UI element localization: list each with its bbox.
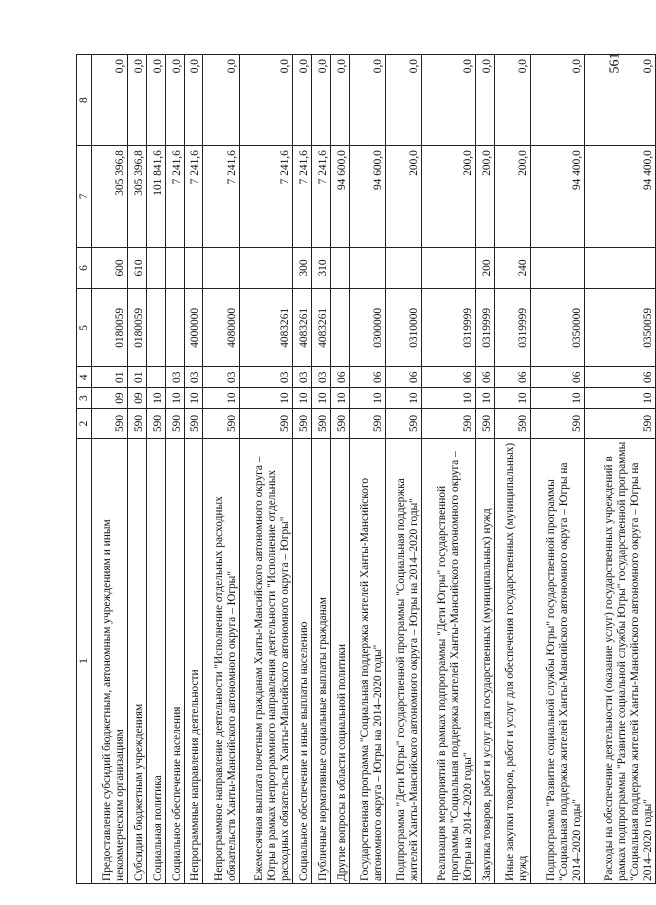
row-amount-cell: 94 400,0 — [584, 146, 655, 248]
row-name-cell: Публичные нормативные социальные выплаты гражданам — [312, 438, 331, 883]
header-cell: 6 — [77, 247, 92, 289]
row-target-cell: 0319999 — [494, 289, 530, 367]
row-amount-cell: 305 396,8 — [128, 146, 147, 248]
row-section-cell: 10 — [330, 388, 349, 409]
row-type-cell: 600 — [92, 247, 128, 289]
row-target-cell: 4083261 — [239, 289, 293, 367]
row-subsection-cell: 06 — [475, 367, 494, 388]
row-section-cell: 10 — [494, 388, 530, 409]
table-row — [349, 55, 385, 884]
table-row — [422, 55, 476, 884]
table-row — [531, 55, 585, 884]
row-type-cell: 200 — [475, 247, 494, 289]
row-name-cell: Расходы на обеспечение деятельности (оказание услуг) государственных учреждений в рамках подпрограммы "Развитие социальной службы Югры" государственной программы "Социальная поддержка жителей Ханты-Мансийского автономного округа – Югры на 2014–2020 годы" — [584, 438, 655, 883]
row-type-cell — [239, 247, 293, 289]
row-section-cell: 10 — [386, 388, 422, 409]
row-subsection-cell: 03 — [165, 367, 184, 388]
row-subsection-cell: 06 — [531, 367, 585, 388]
row-type-cell: 240 — [494, 247, 530, 289]
row-section-cell: 10 — [239, 388, 293, 409]
header-cell: 1 — [77, 438, 92, 883]
row-subsection-cell: 06 — [386, 367, 422, 388]
row-code-cell: 590 — [92, 409, 128, 439]
row-change-cell: 0,0 — [128, 55, 147, 146]
header-row — [77, 55, 92, 884]
row-type-cell — [584, 247, 655, 289]
row-target-cell: 0300000 — [349, 289, 385, 367]
row-target-cell — [330, 289, 349, 367]
row-change-cell: 0,0 — [184, 55, 203, 146]
row-subsection-cell: 06 — [494, 367, 530, 388]
row-amount-cell: 7 241,6 — [184, 146, 203, 248]
row-amount-cell: 94 600,0 — [349, 146, 385, 248]
row-section-cell: 10 — [349, 388, 385, 409]
row-section-cell: 10 — [165, 388, 184, 409]
row-code-cell: 590 — [147, 409, 166, 439]
row-change-cell: 0,0 — [349, 55, 385, 146]
row-change-cell: 0,0 — [531, 55, 585, 146]
row-subsection-cell: 06 — [584, 367, 655, 388]
row-section-cell: 10 — [584, 388, 655, 409]
row-code-cell: 590 — [531, 409, 585, 439]
row-change-cell: 0,0 — [386, 55, 422, 146]
row-code-cell: 590 — [184, 409, 203, 439]
row-type-cell — [531, 247, 585, 289]
table-row — [494, 55, 530, 884]
row-code-cell: 590 — [165, 409, 184, 439]
row-type-cell: 610 — [128, 247, 147, 289]
row-type-cell — [165, 247, 184, 289]
row-target-cell — [147, 289, 166, 367]
table-body — [92, 52, 656, 884]
row-subsection-cell: 03 — [203, 367, 239, 388]
row-target-cell: 0319999 — [475, 289, 494, 367]
row-subsection-cell: 03 — [312, 367, 331, 388]
row-name-cell: Иные закупки товаров, работ и услуг для обеспечения государственных (муниципальных) нужд — [494, 438, 530, 883]
row-code-cell: 590 — [239, 409, 293, 439]
row-target-cell: 0180059 — [128, 289, 147, 367]
row-type-cell — [184, 247, 203, 289]
row-change-cell: 0,0 — [475, 55, 494, 146]
row-change-cell: 0,0 — [584, 55, 655, 146]
row-target-cell: 4083261 — [312, 289, 331, 367]
row-name-cell: Другие вопросы в области социальной политики — [330, 438, 349, 883]
table-row — [330, 55, 349, 884]
row-target-cell: 0350059 — [584, 289, 655, 367]
table-row — [312, 55, 331, 884]
row-amount-cell: 94 400,0 — [531, 146, 585, 248]
row-change-cell: 0,0 — [312, 55, 331, 146]
row-subsection-cell: 03 — [293, 367, 312, 388]
row-target-cell: 0350000 — [531, 289, 585, 367]
row-name-cell: Непрограммное направление деятельности "Исполнение отдельных расходных обязательств Ханты-Мансийского автономного округа – Югры" — [203, 438, 239, 883]
row-subsection-cell: 01 — [92, 367, 128, 388]
row-amount-cell: 101 841,6 — [147, 146, 166, 248]
row-section-cell: 09 — [92, 388, 128, 409]
row-name-cell: Социальное обеспечение и иные выплаты населению — [293, 438, 312, 883]
row-type-cell: 300 — [293, 247, 312, 289]
row-change-cell: 0,0 — [422, 55, 476, 146]
table-row — [128, 55, 147, 884]
row-name-cell: Подпрограмма "Дети Югры" государственной программы "Социальная поддержка жителей Ханты-Мансийского автономного округа – Югры на 2014–2020 годы" — [386, 438, 422, 883]
row-section-cell: 09 — [128, 388, 147, 409]
header-cell: 8 — [77, 55, 92, 146]
row-amount-cell: 7 241,6 — [203, 146, 239, 248]
row-amount-cell: 7 241,6 — [293, 146, 312, 248]
header-cell: 3 — [77, 388, 92, 409]
row-name-cell: Субсидии бюджетным учреждениям — [128, 438, 147, 883]
row-code-cell: 590 — [203, 409, 239, 439]
row-subsection-cell: 01 — [128, 367, 147, 388]
row-subsection-cell: 06 — [349, 367, 385, 388]
row-amount-cell: 200,0 — [475, 146, 494, 248]
row-code-cell: 590 — [128, 409, 147, 439]
table-row — [165, 55, 184, 884]
row-section-cell: 10 — [147, 388, 166, 409]
row-name-cell: Закупка товаров, работ и услуг для государственных (муниципальных) нужд — [475, 438, 494, 883]
row-change-cell: 0,0 — [293, 55, 312, 146]
table-row — [386, 55, 422, 884]
row-target-cell: 4083261 — [293, 289, 312, 367]
row-name-cell: Реализация мероприятий в рамках подпрограммы "Дети Югры" государственной программы "Социальная поддержка жителей Ханты-Мансийского автономного округа – Югры на 2014–2020 годы" — [422, 438, 476, 883]
header-cell: 7 — [77, 146, 92, 248]
row-section-cell: 10 — [531, 388, 585, 409]
row-change-cell: 0,0 — [203, 55, 239, 146]
table-row — [92, 55, 128, 884]
row-change-cell: 0,0 — [239, 55, 293, 146]
row-subsection-cell: 03 — [184, 367, 203, 388]
row-code-cell: 590 — [494, 409, 530, 439]
row-type-cell — [422, 247, 476, 289]
row-name-cell: Подпрограмма "Развитие социальной службы Югры" государственной программы "Социальная поддержка жителей Ханты-Мансийского автономного округа – Югры на 2014–2020 годы" — [531, 438, 585, 883]
row-change-cell: 0,0 — [330, 55, 349, 146]
header-cell: 4 — [77, 367, 92, 388]
row-amount-cell: 7 241,6 — [312, 146, 331, 248]
row-amount-cell: 7 241,6 — [239, 146, 293, 248]
table-row — [584, 55, 655, 884]
row-subsection-cell: 03 — [239, 367, 293, 388]
row-amount-cell: 200,0 — [386, 146, 422, 248]
row-type-cell — [147, 247, 166, 289]
table-row — [203, 55, 239, 884]
row-amount-cell: 7 241,6 — [165, 146, 184, 248]
row-type-cell — [330, 247, 349, 289]
row-section-cell: 10 — [422, 388, 476, 409]
row-type-cell: 310 — [312, 247, 331, 289]
row-section-cell: 10 — [203, 388, 239, 409]
page-number: 561 — [607, 52, 623, 74]
header-cell: 5 — [77, 289, 92, 367]
row-target-cell: 4000000 — [184, 289, 203, 367]
row-subsection-cell: 06 — [330, 367, 349, 388]
row-target-cell: 0310000 — [386, 289, 422, 367]
row-change-cell: 0,0 — [147, 55, 166, 146]
budget-table — [76, 54, 656, 884]
row-subsection-cell: 06 — [422, 367, 476, 388]
row-code-cell: 590 — [349, 409, 385, 439]
row-code-cell: 590 — [475, 409, 494, 439]
row-type-cell — [203, 247, 239, 289]
row-change-cell: 0,0 — [494, 55, 530, 146]
row-target-cell: 0319999 — [422, 289, 476, 367]
row-subsection-cell — [147, 367, 166, 388]
row-code-cell: 590 — [584, 409, 655, 439]
row-code-cell: 590 — [422, 409, 476, 439]
row-section-cell: 10 — [312, 388, 331, 409]
row-name-cell: Непрограммные направления деятельности — [184, 438, 203, 883]
table-row — [475, 55, 494, 884]
row-section-cell: 10 — [475, 388, 494, 409]
row-name-cell: Социальная политика — [147, 438, 166, 883]
row-name-cell: Предоставление субсидий бюджетным, автономным учреждениям и иным некоммерческим организациям — [92, 438, 128, 883]
row-target-cell: 0180059 — [92, 289, 128, 367]
row-code-cell: 590 — [386, 409, 422, 439]
row-code-cell: 590 — [312, 409, 331, 439]
row-name-cell: Государственная программа "Социальная поддержка жителей Ханты-Мансийского автономного округа – Югры на 2014–2020 годы" — [349, 438, 385, 883]
row-amount-cell: 200,0 — [422, 146, 476, 248]
row-target-cell: 4080000 — [203, 289, 239, 367]
row-change-cell: 0,0 — [92, 55, 128, 146]
table-row — [184, 55, 203, 884]
row-change-cell: 0,0 — [165, 55, 184, 146]
row-type-cell — [349, 247, 385, 289]
header-cell: 2 — [77, 409, 92, 439]
table-row — [293, 55, 312, 884]
table-row — [147, 55, 166, 884]
row-name-cell: Ежемесячная выплата почетным гражданам Ханты-Мансийского автономного округа – Югры в рамках непрограммного направления деятельности "Исполнение отдельных расходных обязательств Ханты-Мансийского автономного округа – Югры" — [239, 438, 293, 883]
row-type-cell — [386, 247, 422, 289]
row-amount-cell: 200,0 — [494, 146, 530, 248]
row-amount-cell: 94 600,0 — [330, 146, 349, 248]
row-code-cell: 590 — [293, 409, 312, 439]
row-section-cell: 10 — [184, 388, 203, 409]
table-row — [239, 55, 293, 884]
row-section-cell: 10 — [293, 388, 312, 409]
row-target-cell — [165, 289, 184, 367]
row-amount-cell: 305 396,8 — [92, 146, 128, 248]
budget-table-rotated — [76, 54, 656, 884]
row-code-cell: 590 — [330, 409, 349, 439]
row-name-cell: Социальное обеспечение населения — [165, 438, 184, 883]
